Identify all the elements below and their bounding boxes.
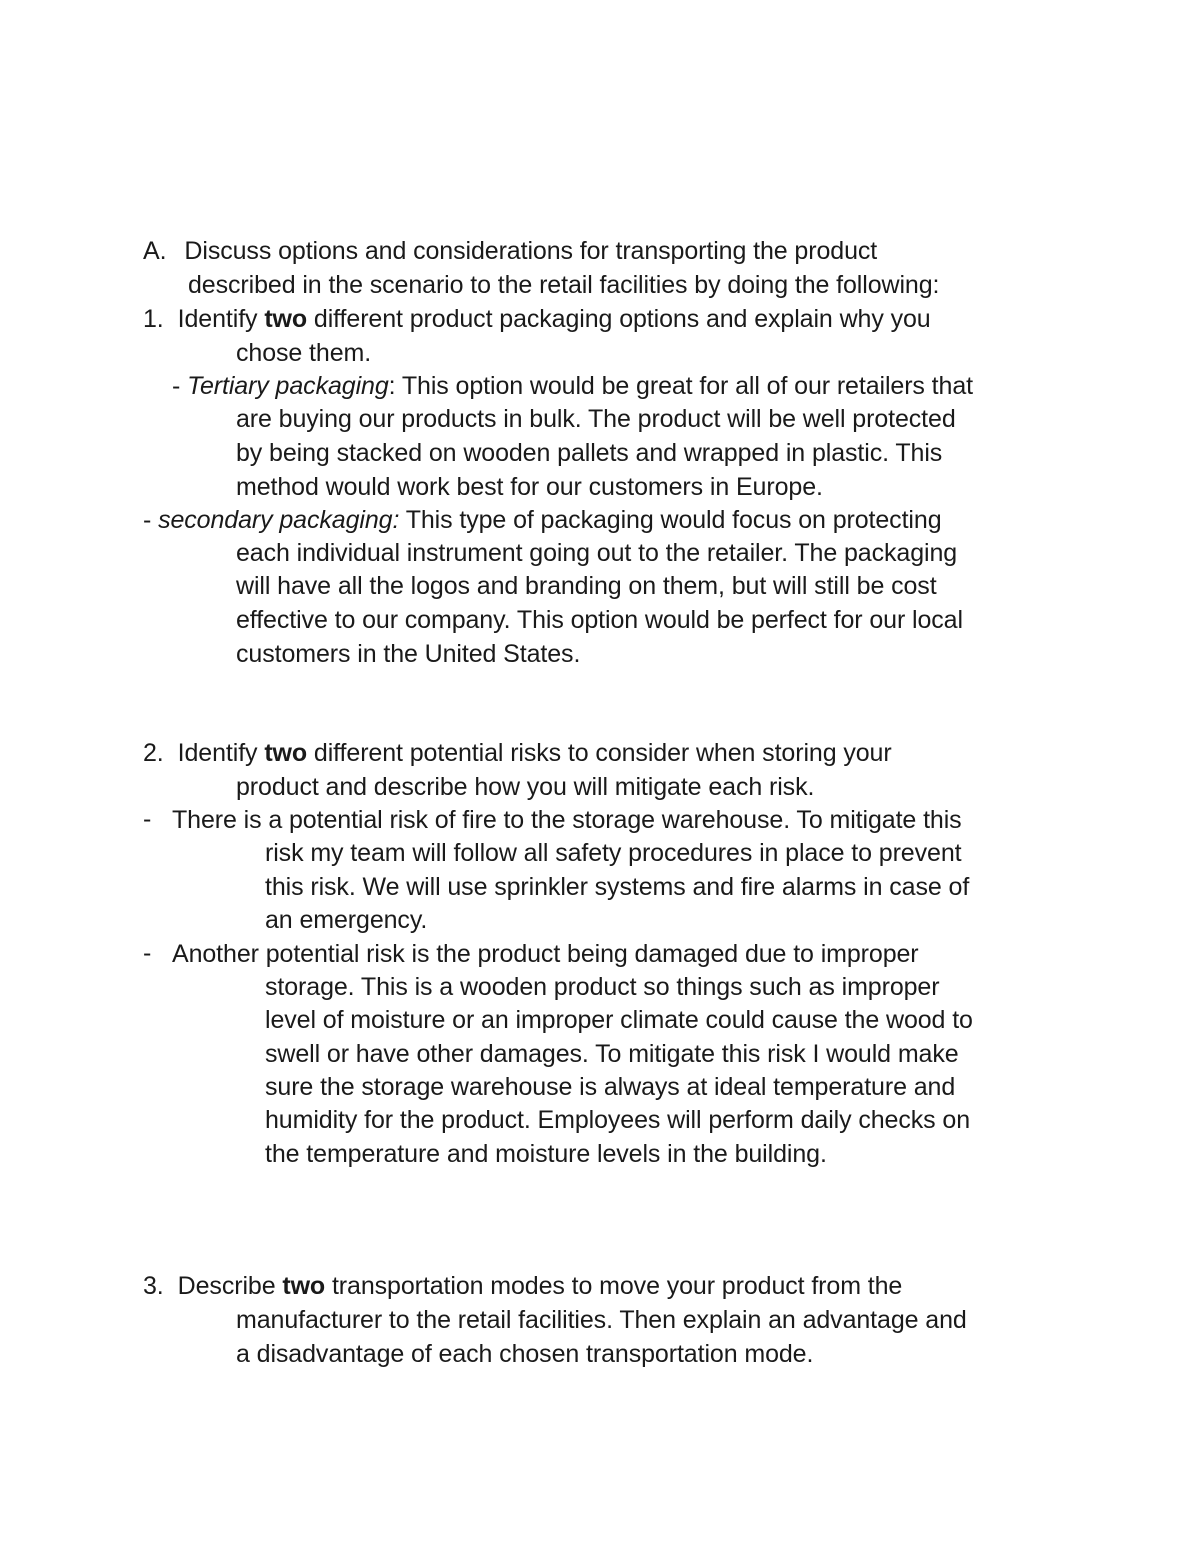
question-3-line: a disadvantage of each chosen transportation mode. bbox=[236, 1340, 814, 1368]
answer-1-1-line: are buying our products in bulk. The product will be well protected bbox=[236, 405, 956, 433]
answer-1-1-line: by being stacked on wooden pallets and wrapped in plastic. This bbox=[236, 439, 943, 467]
section-a-heading-line1 bbox=[143, 234, 877, 268]
answer-1-2-line: will have all the logos and branding on them, but will still be cost bbox=[236, 572, 937, 600]
question-3-number: 3. bbox=[143, 1272, 164, 1300]
answer-2-2-dash: - bbox=[143, 939, 152, 967]
answer-2-2-line: sure the storage warehouse is always at ideal temperature and bbox=[265, 1073, 956, 1101]
answer-1-1-first-line bbox=[172, 369, 973, 403]
answer-1-2-rest: This type of packaging would focus on protecting bbox=[399, 506, 942, 534]
answer-1-1-dash: - bbox=[172, 372, 188, 400]
answer-2-1-line: an emergency. bbox=[265, 906, 428, 934]
question-2-line2: product and describe how you will mitigate each risk. bbox=[236, 773, 815, 801]
question-2-pre: Identify bbox=[177, 739, 265, 767]
answer-2-1-dash: - bbox=[143, 805, 152, 833]
answer-1-2-line: each individual instrument going out to the retailer. The packaging bbox=[236, 539, 958, 567]
answer-1-1-line: method would work best for our customers in Europe. bbox=[236, 473, 823, 501]
answer-2-2-line: level of moisture or an improper climate could cause the wood to bbox=[265, 1006, 973, 1034]
answer-1-1-rest: : This option would be great for all of our retailers that bbox=[388, 372, 973, 400]
question-1-post: different product packaging options and explain why you bbox=[307, 305, 931, 333]
answer-2-2-line: storage. This is a wooden product so things such as improper bbox=[265, 973, 940, 1001]
question-2-post: different potential risks to consider when storing your bbox=[307, 739, 892, 767]
question-3-bold: two bbox=[282, 1272, 326, 1300]
answer-2-1-line: risk my team will follow all safety procedures in place to prevent bbox=[265, 839, 962, 867]
question-2-line1 bbox=[143, 736, 892, 770]
section-a-heading-line2: described in the scenario to the retail facilities by doing the following: bbox=[188, 271, 940, 299]
answer-2-2-line: swell or have other damages. To mitigate this risk I would make bbox=[265, 1040, 959, 1068]
question-2-bold: two bbox=[264, 739, 308, 767]
answer-2-1-line: this risk. We will use sprinkler systems and fire alarms in case of bbox=[265, 873, 970, 901]
answer-1-2-line: customers in the United States. bbox=[236, 640, 581, 668]
question-1-number: 1. bbox=[143, 305, 164, 333]
answer-1-2-first-line bbox=[143, 503, 942, 537]
answer-2-2-line: humidity for the product. Employees will perform daily checks on bbox=[265, 1106, 971, 1134]
answer-1-2-term: secondary packaging: bbox=[158, 506, 400, 534]
question-1-line1 bbox=[143, 302, 931, 336]
answer-1-1-term: Tertiary packaging bbox=[187, 372, 389, 400]
answer-2-2-first-line: Another potential risk is the product being damaged due to improper bbox=[172, 940, 919, 968]
question-1-line2: chose them. bbox=[236, 339, 372, 367]
answer-1-2-line: effective to our company. This option would be perfect for our local bbox=[236, 606, 963, 634]
question-3-post: transportation modes to move your product from the bbox=[325, 1272, 903, 1300]
question-1-pre: Identify bbox=[177, 305, 265, 333]
answer-1-2-dash: - bbox=[143, 506, 159, 534]
question-3-line1 bbox=[143, 1269, 902, 1303]
question-2-number: 2. bbox=[143, 739, 164, 767]
section-a-marker: A. bbox=[143, 237, 167, 265]
question-1-bold: two bbox=[264, 305, 308, 333]
answer-2-1-first-line: There is a potential risk of fire to the storage warehouse. To mitigate this bbox=[172, 806, 962, 834]
section-a-text-line1: Discuss options and considerations for transporting the product bbox=[184, 237, 878, 265]
question-3-pre: Describe bbox=[177, 1272, 283, 1300]
answer-2-2-line: the temperature and moisture levels in the building. bbox=[265, 1140, 827, 1168]
question-3-line: manufacturer to the retail facilities. Then explain an advantage and bbox=[236, 1306, 967, 1334]
